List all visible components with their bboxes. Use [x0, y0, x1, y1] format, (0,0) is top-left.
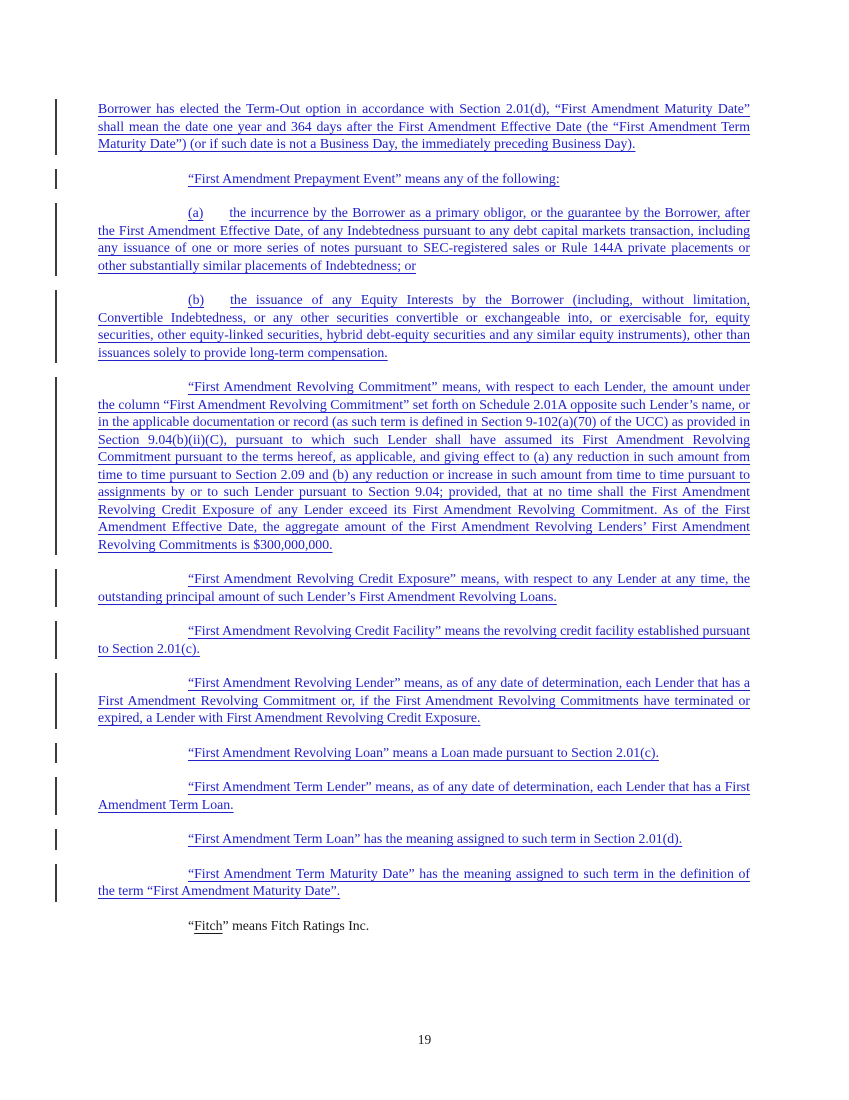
para-def-first-amendment-revolving-lender [98, 674, 750, 727]
paragraph-text: “First Amendment Revolving Loan” means a Loan made pursuant to Section 2.01(c). [188, 744, 659, 760]
clause-label: (b) [188, 292, 205, 307]
para-clause-a [98, 204, 750, 274]
change-bar [55, 673, 57, 729]
paragraph-text: “First Amendment Revolving Commitment” means, with respect to each Lender, the amount under the column “First Amendment Revolving Commitment” set forth on Schedule 2.01A opposite such Lender’s name, or in the applicable documentation or record (as such term is defined in Section 9-102(a)(70) of the UCC) as provided in Section 9.04(b)(ii)(C), pursuant to which such Lender shall have assumed its First Amendment Revolving Commitment pursuant to the terms hereof, as applicable, and giving effect to (a) any reduction in such amount from time to time pursuant to Section 2.09 and (b) any reduction or increase in such amount from time to time pursuant to assignments by or to such Lender pursuant to Section 9.04; provided, that at no time shall the First Amendment Revolving Credit Exposure of any Lender exceed its First Amendment Revolving Commitment. As of the First Amendment Effective Date, the aggregate amount of the First Amendment Revolving Lenders’ First Amendment Revolving Commitments is $300,000,000. [98, 379, 750, 552]
change-bar [55, 203, 57, 276]
change-bar [55, 743, 57, 764]
clause-label: (a) [188, 205, 204, 220]
paragraph-text: “First Amendment Term Lender” means, as of any date of determination, each Lender that has a First Amendment Term Loan. [98, 779, 750, 812]
change-bar [55, 290, 57, 363]
paragraph-text: Borrower has elected the Term-Out option in accordance with Section 2.01(d), “First Amendment Maturity Date” shall mean the date one year and 364 days after the First Amendment Effective Date (the “First Amendment Term Maturity Date”) (or if such date is not a Business Day, the immediately preceding Business Day). [98, 101, 750, 151]
para-def-first-amendment-term-maturity-date [98, 865, 750, 900]
change-bar [55, 99, 57, 155]
para-def-first-amendment-prepayment-event [98, 170, 750, 188]
para-def-first-amendment-term-loan [98, 830, 750, 848]
para-continuation-maturity-date [98, 100, 750, 153]
change-bar [55, 829, 57, 850]
change-bar [55, 169, 57, 190]
text-block [98, 100, 750, 951]
page-number: 19 [417, 1032, 432, 1047]
para-def-first-amendment-revolving-credit-exposure [98, 570, 750, 605]
paragraph-text: “First Amendment Revolving Credit Facility” means the revolving credit facility established pursuant to Section 2.01(c). [98, 623, 750, 656]
paragraph-text: “First Amendment Revolving Credit Exposure” means, with respect to any Lender at any time, the outstanding principal amount of such Lender’s First Amendment Revolving Loans. [98, 571, 750, 604]
change-bar [55, 569, 57, 607]
para-clause-b [98, 291, 750, 361]
para-def-first-amendment-revolving-commitment [98, 378, 750, 553]
paragraph-text: the issuance of any Equity Interests by the Borrower (including, without limitation, Convertible Indebtedness, or any other securities convertible or exchangeable into, or exercisable for, equity securities, other equity-linked securities, hybrid debt-equity securities and any similar equity instruments), other than issuances solely to provide long-term compensation. [98, 292, 750, 360]
paragraph-text: the incurrence by the Borrower as a primary obligor, or the guarantee by the Borrower, after the First Amendment Effective Date, of any Indebtedness pursuant to any debt capital markets transaction, including any issuance of one or more series of notes pursuant to SEC-registered sales or Rule 144A private placements or other substantially similar placements of Indebtedness; or [98, 205, 750, 273]
para-def-fitch [98, 917, 750, 935]
change-bar [55, 777, 57, 815]
quote-open: “ [188, 917, 195, 933]
change-bar [55, 864, 57, 902]
paragraph-text: “First Amendment Prepayment Event” means any of the following: [188, 170, 560, 186]
change-bar [55, 621, 57, 659]
para-def-first-amendment-revolving-credit-facility [98, 622, 750, 657]
paragraph-text: “First Amendment Term Loan” has the meaning assigned to such term in Section 2.01(d). [188, 831, 683, 846]
para-def-first-amendment-revolving-loan [98, 744, 750, 762]
change-bar [55, 377, 57, 555]
paragraph-text: “First Amendment Revolving Lender” means, as of any date of determination, each Lender that has a First Amendment Revolving Commitment or, if the First Amendment Revolving Commitments have terminated or expired, a Lender with First Amendment Revolving Credit Exposure. [98, 675, 750, 725]
fitch-definition-text: ” means Fitch Ratings Inc. [222, 917, 370, 933]
defined-term-fitch: Fitch [194, 917, 223, 933]
paragraph-text: “First Amendment Term Maturity Date” has the meaning assigned to such term in the definition of the term “First Amendment Maturity Date”. [98, 865, 750, 898]
para-def-first-amendment-term-lender [98, 778, 750, 813]
